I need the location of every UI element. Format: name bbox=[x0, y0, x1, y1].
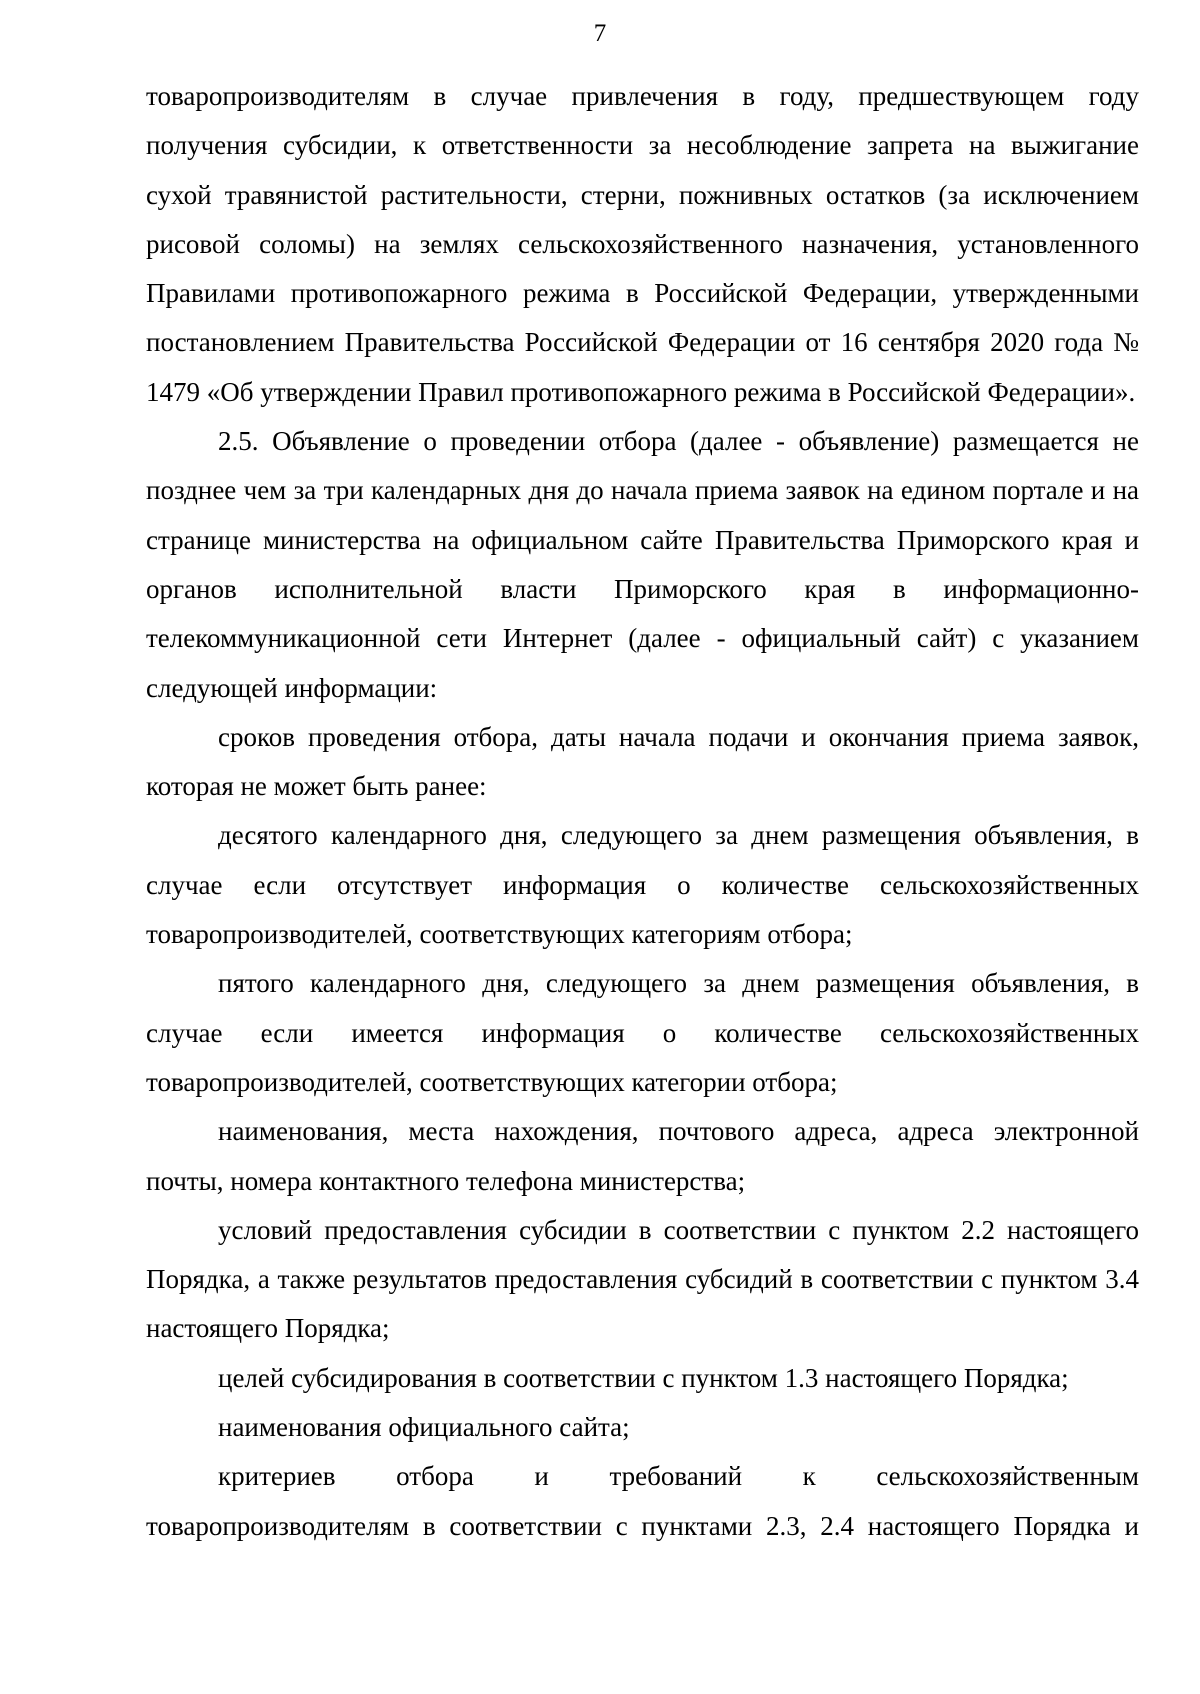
paragraph-list-item: пятого календарного дня, следующего за днем размещения объявления, в случае если имеется информация о количестве сельскохозяйственных товаропроизводителей, соответствующих категории отбора; bbox=[146, 968, 1139, 1097]
paragraph-list-item: наименования, места нахождения, почтового адреса, адреса электронной почты, номера контактного телефона министерства; bbox=[146, 1116, 1139, 1196]
paragraph-list-item: критериев отбора и требований к сельскохозяйственным товаропроизводителям в соответствии с пунктами 2.3, 2.4 настоящего Порядка и bbox=[146, 1461, 1139, 1541]
page-number: 7 bbox=[593, 20, 607, 47]
document-body bbox=[146, 72, 1139, 1551]
paragraph-list-item: сроков проведения отбора, даты начала подачи и окончания приема заявок, которая не может быть ранее: bbox=[146, 721, 1139, 802]
paragraph-clause-2-5: 2.5. Объявление о проведении отбора (далее - объявление) размещается не позднее чем за три календарных дня до начала приема заявок на едином портале и на странице министерства на официальном сайте Правительства Приморского края и органов исполнительной власти Приморского края в информационно-телекоммуникационной сети Интернет (далее - официальный сайт) с указанием следующей информации: bbox=[146, 426, 1139, 703]
paragraph-list-item: наименования официального сайта; bbox=[218, 1412, 630, 1443]
paragraph-continuation: товаропроизводителям в случае привлечения в году, предшествующем году получения субсидии, к ответственности за несоблюдение запрета на выжигание сухой травянистой растительности, стерни, пожнивных остатков (за исключением рисовой соломы) на землях сельскохозяйственного назначения, установленного Правилами противопожарного режима в Российской Федерации, утвержденными постановлением Правительства Российской Федерации от 16 сентября 2020 года № 1479 «Об утверждении Правил противопожарного режима в Российской Федерации». bbox=[146, 81, 1139, 407]
paragraph-list-item: десятого календарного дня, следующего за днем размещения объявления, в случае если отсутствует информация о количестве сельскохозяйственных товаропроизводителей, соответствующих категориям отбора; bbox=[146, 820, 1139, 950]
paragraph-list-item: целей субсидирования в соответствии с пунктом 1.3 настоящего Порядка; bbox=[218, 1362, 1069, 1393]
paragraph-list-item: условий предоставления субсидии в соответствии с пунктом 2.2 настоящего Порядка, а также результатов предоставления субсидий в соответствии с пунктом 3.4 настоящего Порядка; bbox=[146, 1214, 1139, 1344]
